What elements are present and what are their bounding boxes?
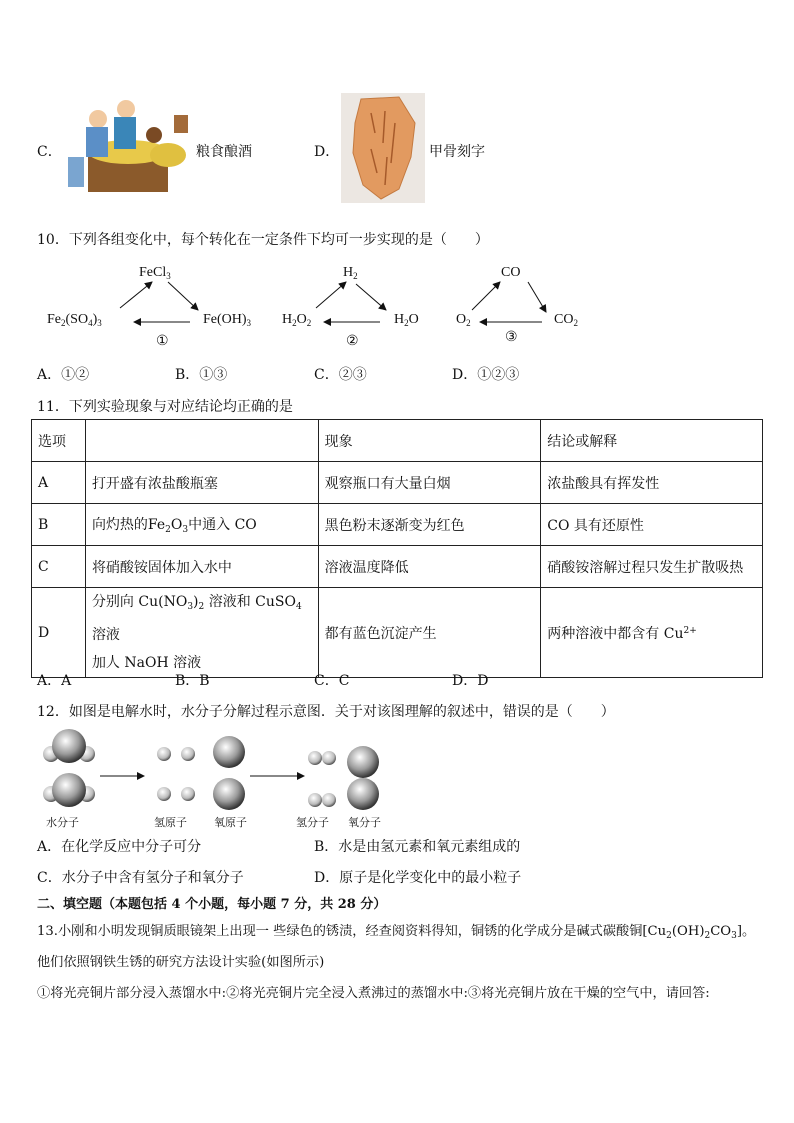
header-operation	[85, 420, 318, 462]
d2-left: $H_2O_2$	[282, 312, 312, 328]
water-electrolysis-diagram	[36, 724, 396, 816]
d3-num: ③	[505, 330, 518, 345]
d1-num: ①	[156, 334, 169, 349]
q10-option-a: A．①②	[37, 367, 90, 383]
table-header-row	[32, 420, 763, 462]
row-d-option: D	[32, 588, 86, 678]
q11-table	[31, 419, 763, 678]
d1-top: FeCl$_3$	[139, 265, 171, 281]
q11-option-d: D．D	[452, 673, 489, 689]
q11-stem: 11．下列实验现象与对应结论均正确的是	[37, 399, 293, 415]
q12-option-b: B．水是由氢元素和氧元素组成的	[314, 839, 521, 855]
row-b-operation: 向灼热的$Fe_2O_3$中通入 CO	[85, 504, 318, 546]
q10-option-c: C．②③	[314, 367, 367, 383]
d3-right: $CO_2$	[554, 312, 578, 328]
row-a-operation: 打开盛有浓盐酸瓶塞	[85, 462, 318, 504]
row-b-option: B	[32, 504, 86, 546]
label-oxygen-atom: 氧原子	[214, 816, 247, 829]
row-a-conclusion: 浓盐酸具有挥发性	[541, 462, 763, 504]
oracle-bone-image	[341, 93, 425, 203]
row-c-operation: 将硝酸铵固体加入水中	[85, 546, 318, 588]
header-phenomenon: 现象	[318, 420, 541, 462]
section-title: 二、填空题（本题包括 4 个小题，每小题 7 分，共 28 分）	[37, 897, 387, 912]
q10-stem: 10．下列各组变化中，每个转化在一定条件下均可一步实现的是（ ）	[37, 232, 489, 248]
d3-top: CO	[501, 265, 521, 280]
row-d-phenomenon: 都有蓝色沉淀产生	[318, 588, 541, 678]
d2-num: ②	[346, 334, 359, 349]
row-c-phenomenon: 溶液温度降低	[318, 546, 541, 588]
q11-option-c: C．C	[314, 673, 350, 689]
row-d-operation-line2: 加人 NaOH 溶液	[91, 655, 202, 671]
table-row	[32, 504, 763, 546]
q10-option-d: D．①②③	[452, 367, 520, 383]
q10-option-b: B．①③	[175, 367, 228, 383]
q12-option-a: A．在化学反应中分子可分	[37, 839, 202, 855]
row-d-operation: 分别向 $Cu(NO_3)_2$ 溶液和 CuSO$_4$ 溶液 加人 NaOH 溶液	[85, 588, 318, 678]
row-a-option: A	[32, 462, 86, 504]
grain-wine-image	[68, 97, 192, 203]
label-hydrogen-molecule: 氢分子	[296, 816, 329, 829]
q12-option-c: C．水分子中含有氢分子和氧分子	[37, 870, 244, 886]
row-b-conclusion: CO 具有还原性	[541, 504, 763, 546]
d1-left: $Fe_2(SO_4)_3$	[47, 312, 102, 328]
table-row	[32, 462, 763, 504]
d2-top: $H_2$	[343, 265, 358, 281]
table-row	[32, 588, 763, 678]
header-conclusion: 结论或解释	[541, 420, 763, 462]
label-hydrogen-atom: 氢原子	[154, 816, 187, 829]
header-option: 选项	[32, 420, 86, 462]
label-water-molecule: 水分子	[46, 816, 79, 829]
q11-option-a: A．A	[37, 673, 72, 689]
option-c-label: 粮食酿酒	[196, 144, 252, 160]
row-c-conclusion: 硝酸铵溶解过程只发生扩散吸热	[541, 546, 763, 588]
row-d-conclusion: 两种溶液中都含有 $Cu^{2+}$	[541, 588, 763, 678]
label-oxygen-molecule: 氧分子	[348, 816, 381, 829]
q11-option-b: B．B	[175, 673, 210, 689]
q12-option-d: D．原子是化学变化中的最小粒子	[314, 870, 522, 886]
row-a-phenomenon: 观察瓶口有大量白烟	[318, 462, 541, 504]
q13-line3: ①将光亮铜片部分浸入蒸馏水中:②将光亮铜片完全浸入煮沸过的蒸馏水中:③将光亮铜片放在干燥的空气中，请回答:	[37, 986, 710, 1001]
q13-line2: 他们依照钢铁生锈的研究方法设计实验(如图所示)	[37, 955, 325, 970]
table-row	[32, 546, 763, 588]
d2-right: $H_2O$	[394, 312, 419, 328]
option-d-label: 甲骨刻字	[429, 144, 485, 160]
option-c-letter: C．	[37, 144, 62, 160]
q12-stem: 12．如图是电解水时，水分子分解过程示意图．关于对该图理解的叙述中，错误的是（ ）	[37, 704, 615, 720]
row-b-phenomenon: 黑色粉末逐渐变为红色	[318, 504, 541, 546]
q13-line1: 13.小刚和小明发现铜质眼镜架上出现一 些绿色的锈渍，经查阅资料得知，铜锈的化学成分是碱式碳酸铜$[Cu_2(OH)_2CO_3]$。	[37, 924, 756, 941]
option-d-letter: D．	[314, 144, 340, 160]
d1-right: $Fe(OH)_3$	[203, 312, 252, 328]
d3-left: $O_2$	[456, 312, 471, 328]
row-c-option: C	[32, 546, 86, 588]
